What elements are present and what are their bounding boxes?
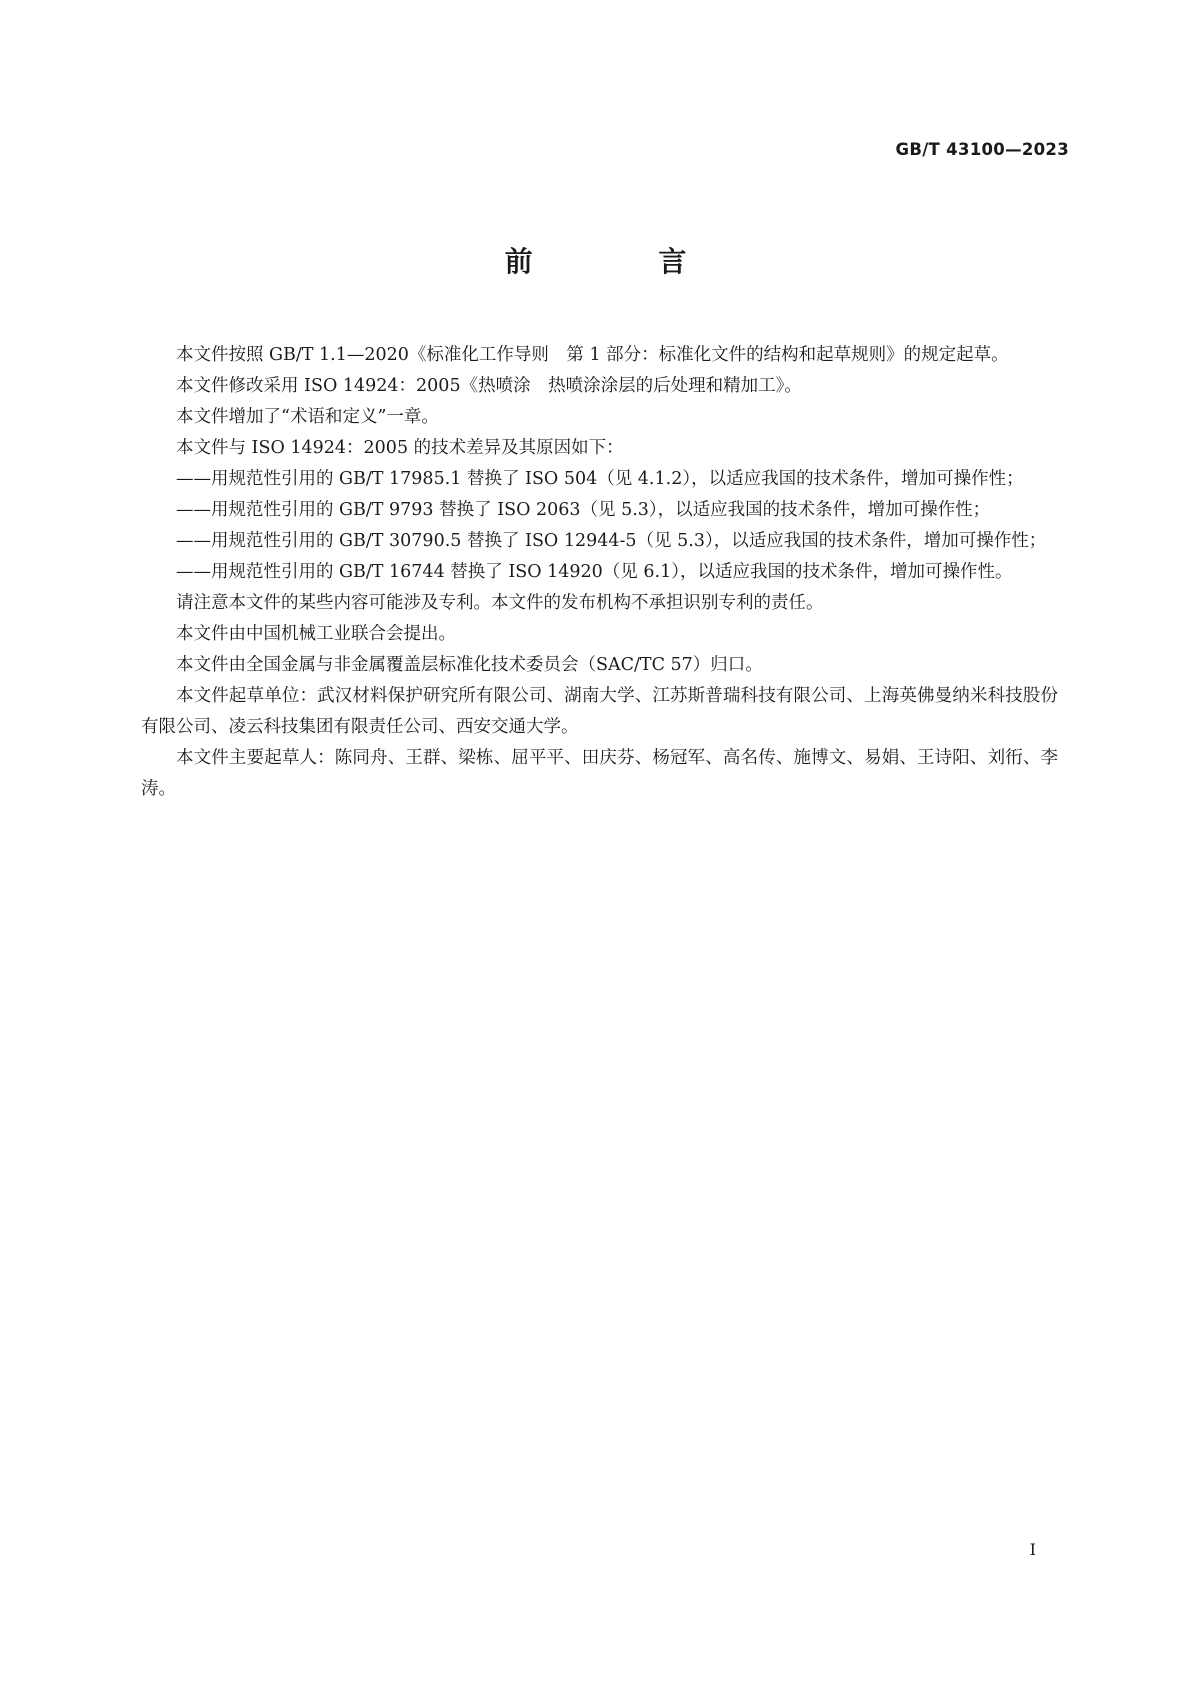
difference-item: ——用规范性引用的 GB/T 9793 替换了 ISO 2063（见 5.3），以适应我国的技术条件，增加可操作性； [176,500,991,520]
difference-item: ——用规范性引用的 GB/T 17985.1 替换了 ISO 504（见 4.1.2），以适应我国的技术条件，增加可操作性； [176,469,1024,489]
paragraph: 请注意本文件的某些内容可能涉及专利。本文件的发布机构不承担识别专利的责任。 [176,593,824,613]
paragraph: 本文件修改采用 ISO 14924：2005《热喷涂 热喷涂涂层的后处理和精加工》。 [176,376,802,396]
paragraph: 本文件起草单位：武汉材料保护研究所有限公司、湖南大学、江苏斯普瑞科技有限公司、上海英佛曼纳米科技股份有限公司、凌云科技集团有限责任公司、西安交通大学。 [141,686,1058,737]
paragraph: 本文件由全国金属与非金属覆盖层标准化技术委员会（SAC/TC 57）归口。 [176,655,763,675]
paragraph: 本文件与 ISO 14924：2005 的技术差异及其原因如下： [176,438,624,458]
paragraph: 本文件由中国机械工业联合会提出。 [176,624,456,644]
paragraph: 本文件按照 GB/T 1.1—2020《标准化工作导则 第 1 部分：标准化文件的结构和起草规则》的规定起草。 [176,345,1009,365]
document-code: GB/T 43100—2023 [895,140,1069,159]
preface-body [141,340,1058,805]
page-title: 前 言 [504,245,745,278]
difference-item: ——用规范性引用的 GB/T 16744 替换了 ISO 14920（见 6.1），以适应我国的技术条件，增加可操作性。 [176,562,1013,582]
difference-item: ——用规范性引用的 GB/T 30790.5 替换了 ISO 12944-5（见 5.3），以适应我国的技术条件，增加可操作性； [176,531,1047,551]
paragraph: 本文件主要起草人：陈同舟、王群、梁栋、屈平平、田庆芬、杨冠军、高名传、施博文、易娟、王诗阳、刘衎、李涛。 [141,748,1058,799]
page-number: I [1029,1540,1036,1559]
paragraph: 本文件增加了“术语和定义”一章。 [176,407,439,427]
